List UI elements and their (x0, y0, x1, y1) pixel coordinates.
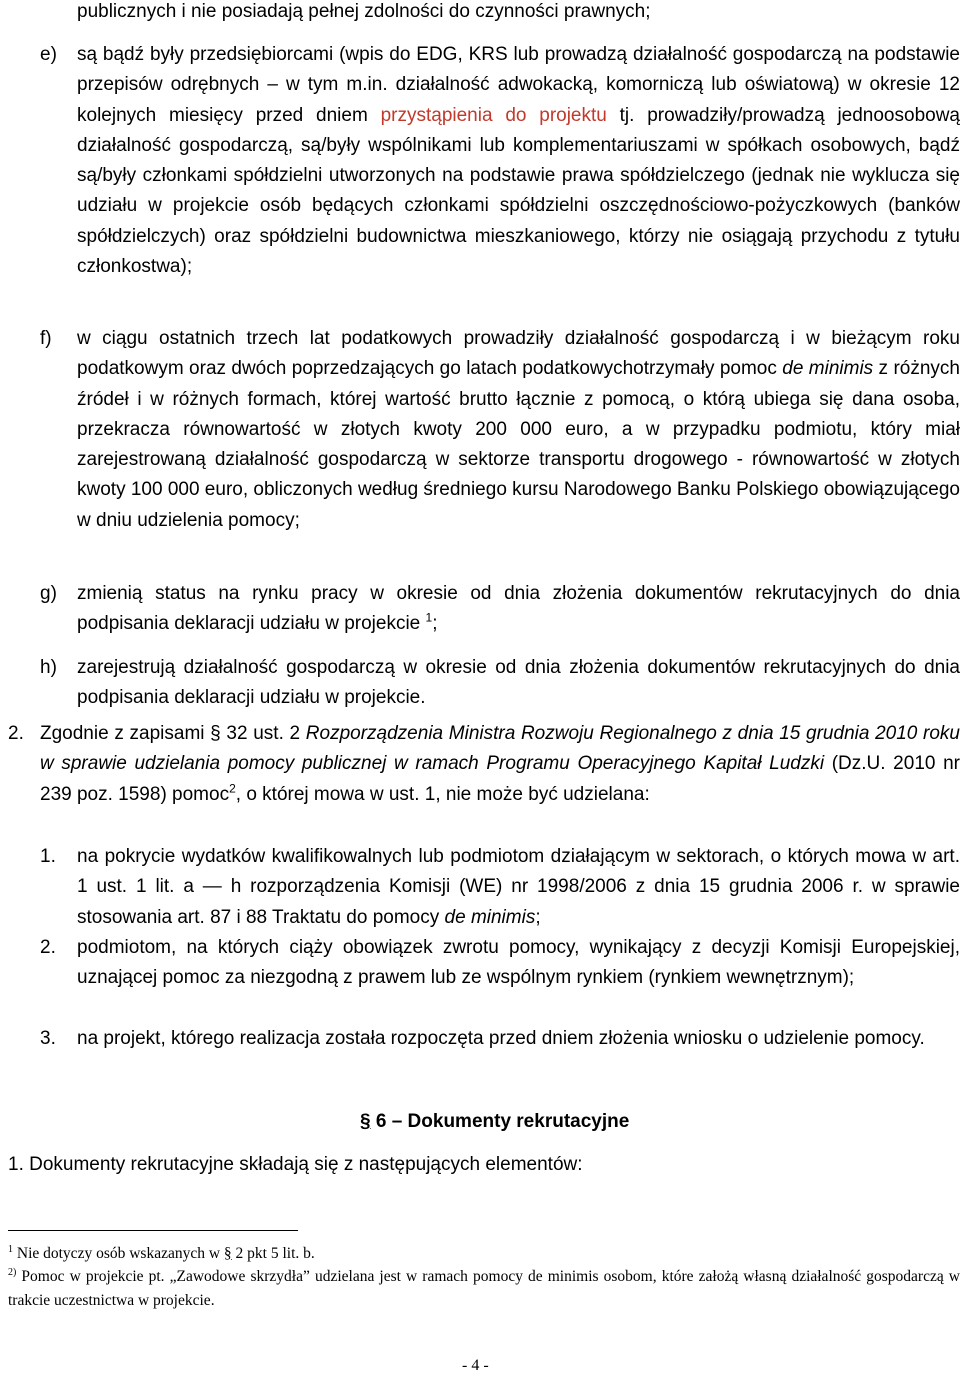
section-sign: § (210, 723, 221, 744)
point-2-label: 2. (8, 723, 24, 744)
section-heading: § 6 – Dokumenty rekrutacyjne (360, 1111, 630, 1132)
item-d-tail: publicznych i nie posiadają pełnej zdolności do czynności prawnych; (77, 1, 651, 22)
item-h-text: zarejestrują działalność gospodarczą w okresie od dnia złożenia dokumentów rekrutacyjnych do dnia podpisania deklaracji udziału w projekcie. (77, 657, 960, 709)
sub-2-label: 2. (40, 937, 56, 958)
footnote-1: $^1$ Nie dotyczy osób wskazanych w § 2 pkt 5 lit. b. (8, 1243, 315, 1262)
item-h-label: h) (40, 657, 57, 678)
item-g-label: g) (40, 583, 57, 604)
item-f-text: w ciągu ostatnich trzech lat podatkowych prowadziły działalność gospodarczą i w bieżącym roku podatkowym oraz dwóch poprzedzających go latach podatkowychotrzymały pomoc de minimis z różnych źródeł i w różnych formach, której wartość brutto łącznie z pomocą, o którą ubiega się dana osoba, przekracza równowartość w złotych kwoty 200 000 euro, a w przypadku podmiotu, który miał zarejestrowaną działalność gospodarczą w sektorze transportu drogowego - równowartość w złotych kwoty 100 000 euro, obliczonych według średniego kursu Narodowego Banku Polskiego obowiązującego w dniu udzielenia pomocy; (77, 328, 960, 531)
sub-3-text: na projekt, którego realizacja została rozpoczęta przed dniem złożenia wniosku o udzielenie pomocy. (77, 1028, 925, 1049)
highlight-text: przystąpienia do projektu (380, 104, 607, 126)
footnote-separator (8, 1230, 298, 1231)
item-e-text: są bądź były przedsiębiorcami (wpis do EDG, KRS lub prowadzą działalność gospodarczą na podstawie przepisów odrębnych – w tym m.in. działalność adwokacką, komorniczą lub oświatową) w okresie 12 kolejnych miesięcy przed dniem przystąpienia do projektu tj. prowadziły/prowadzą jednoosobową działalność gospodarczą, są/były wspólnikami lub komplementariuszami w spółkach osobowych, bądź są/były członkami spółdzielni utworzonych na podstawie prawa spółdzielczego (jednak nie wyklucza się udziału w projekcie osób będących członkami spółdzielni oszczędnościowo-pożyczkowych (banków spółdzielczych) oraz spółdzielni budownictwa mieszkaniowego, którzy nie osiągają przychodu z tytułu członkostwa); (77, 44, 960, 278)
sub-2-text: podmiotom, na których ciąży obowiązek zwrotu pomocy, wynikający z decyzji Komisji Europejskiej, uznającej pomoc za niezgodną z prawem lub ze wspólnym rynkiem (rynkiem wewnętrznym); (77, 937, 960, 989)
sub-1-label: 1. (40, 846, 56, 867)
footnote-ref-1[interactable]: 1 (425, 610, 433, 625)
page-number: - 4 - (462, 1357, 489, 1374)
sub-3-label: 3. (40, 1028, 56, 1049)
sub-1-text: na pokrycie wydatków kwalifikowalnych lub podmiotom działającym w sektorach, o których mowa w art. 1 ust. 1 lit. a — h rozporządzenia Komisji (WE) nr 1998/2006 z dnia 15 grudnia 2006 r. w sprawie stosowania art. 87 i 88 Traktatu do pomocy de minimis; (77, 846, 960, 928)
footnote-ref-2[interactable]: 2 (229, 781, 236, 796)
item-g-text: zmienią status na rynku pracy w okresie od dnia złożenia dokumentów rekrutacyjnych do dnia podpisania deklaracji udziału w projekcie $^1$; (77, 583, 960, 635)
footnote-2: $^{2)}$ Pomoc w projekcie pt. „Zawodowe skrzydła” udzielana jest w ramach pomocy de minimis osobom, które założą własną działalność gospodarczą w trakcie uczestnictwa w projekcie. (8, 1266, 960, 1309)
point-2-text: Zgodnie z zapisami § 32 ust. 2 Rozporządzenia Ministra Rozwoju Regionalnego z dnia 15 grudnia 2010 roku w sprawie udzielania pomocy publicznej w ramach Programu Operacyjnego Kapitał Ludzki (Dz.U. 2010 nr 239 poz. 1598) pomoc$^2$, o której mowa w ust. 1, nie może być udzielana: (40, 723, 960, 805)
item-f-label: f) (40, 328, 52, 349)
documents-point-1: 1. Dokumenty rekrutacyjne składają się z następujących elementów: (8, 1154, 583, 1175)
item-e-label: e) (40, 44, 57, 65)
